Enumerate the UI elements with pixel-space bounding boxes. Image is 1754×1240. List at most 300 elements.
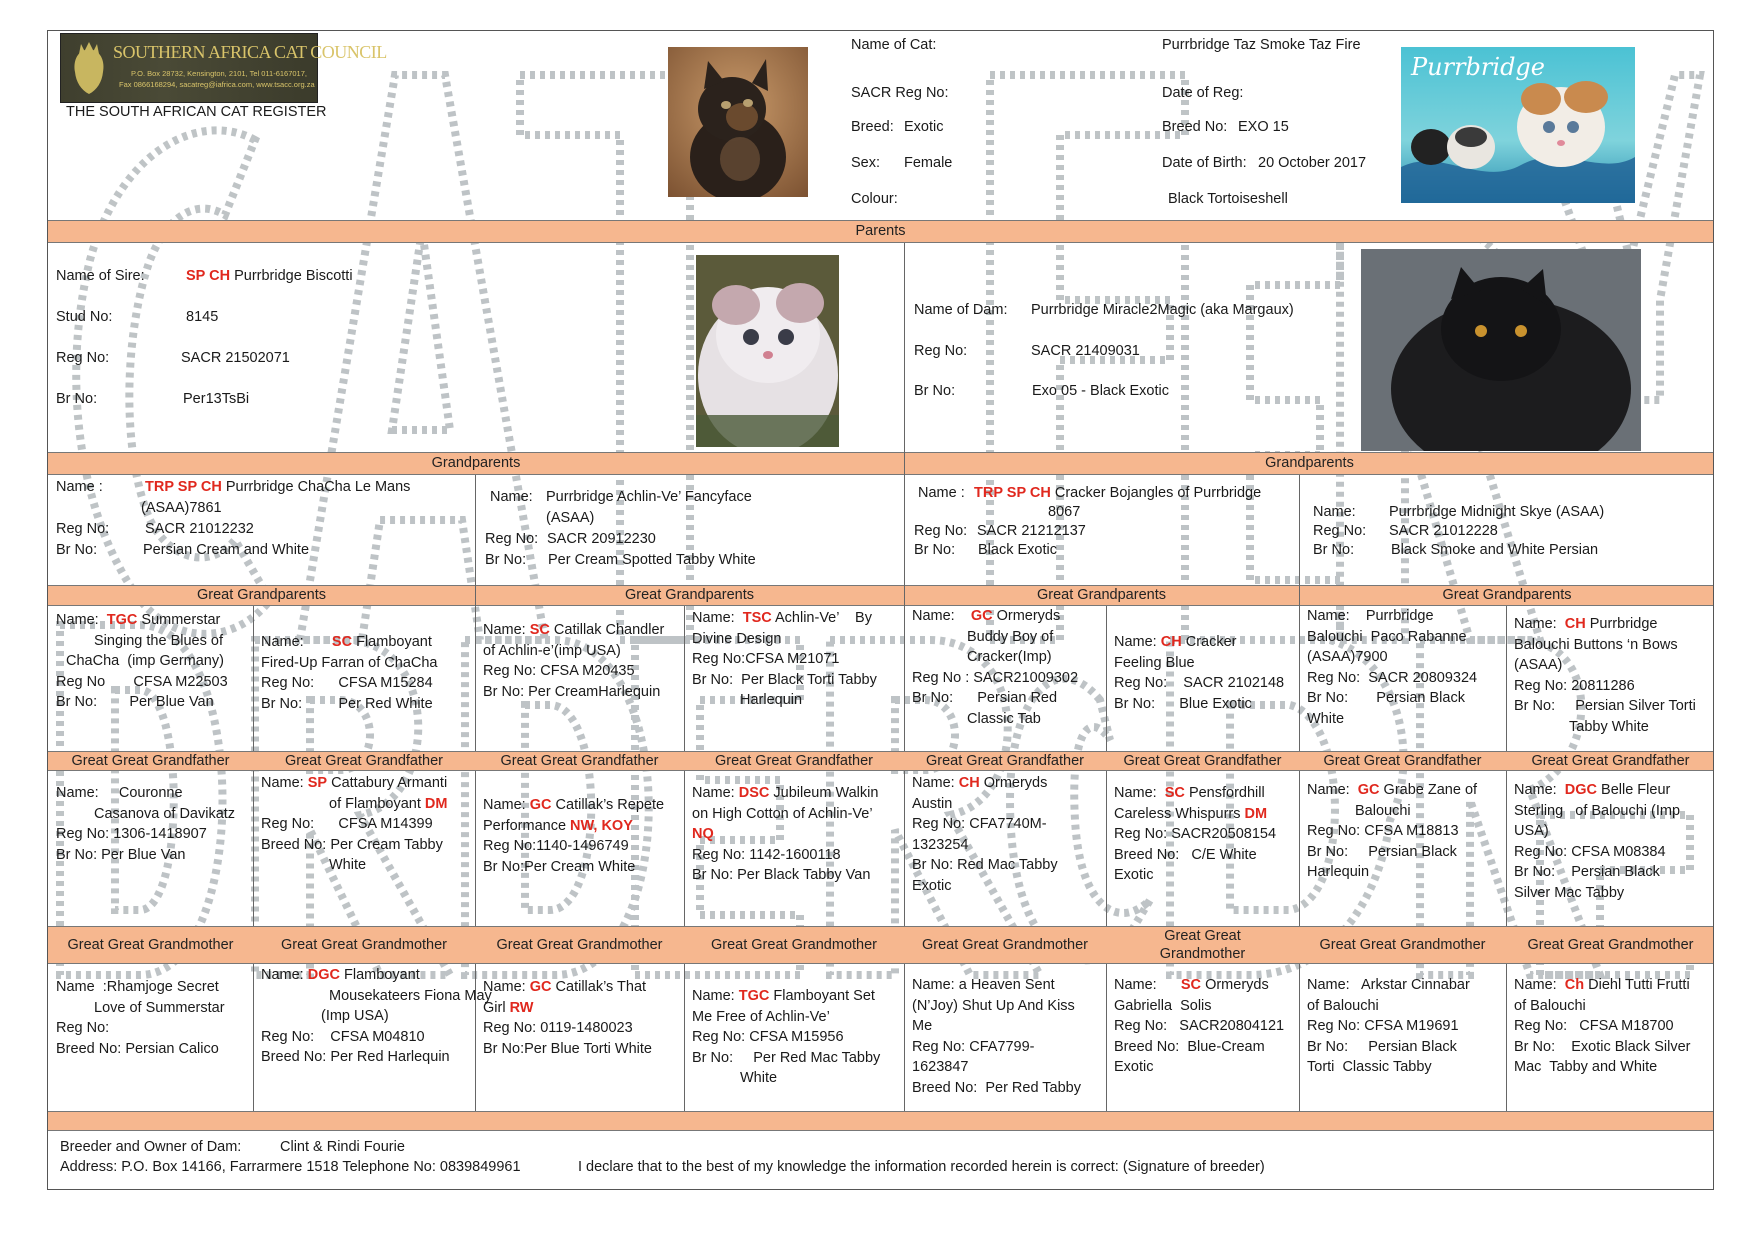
- ancestor-line: [1307, 842, 1502, 863]
- title-abbreviation: TGC: [738, 988, 770, 1004]
- line-prefix: Name:: [261, 967, 308, 983]
- ancestor-line: [261, 855, 471, 876]
- ancestor-line: [692, 690, 900, 711]
- band-label: Great Great Grandfather: [715, 753, 873, 769]
- line-text: Name: a Heaven Sent: [912, 977, 1055, 993]
- line-text: Reg No: CFSA M18700: [1514, 1018, 1674, 1034]
- line-text: Pensfordhill: [1184, 785, 1265, 801]
- ancestor-line: [1514, 996, 1711, 1017]
- line-text: Flamboyant: [339, 967, 420, 983]
- gp4-reg-value: SACR 21012228: [1389, 523, 1498, 539]
- gp1-name-value: Purrbridge ChaCha Le Mans: [225, 479, 411, 495]
- sire-photo: [696, 255, 839, 447]
- sacr-reg-label: SACR Reg No:: [851, 85, 949, 101]
- line-text: Reg No: SACR 20809324: [1307, 669, 1478, 686]
- ancestor-line: [483, 620, 680, 641]
- ancestor-line: [1514, 842, 1711, 863]
- band-label-wrapped: Grandmother: [1159, 946, 1246, 962]
- ancestor-line: [56, 651, 249, 672]
- line-text: Br No:Per Cream White: [483, 858, 636, 875]
- ancestor-line: [692, 629, 900, 650]
- line-text: Summerstar: [137, 612, 221, 628]
- line-text: Breed No: Blue-Cream: [1114, 1038, 1265, 1055]
- band-label: Great Great Grandfather: [1531, 753, 1690, 769]
- ancestor-line: [1114, 1016, 1295, 1037]
- title-abbreviation: GC: [1357, 782, 1380, 798]
- ancestor-line: [56, 845, 249, 866]
- line-text: Breed No: Persian Calico: [56, 1040, 219, 1057]
- ancestor-line: [1514, 1057, 1711, 1078]
- gp4-name-value: Purrbridge Midnight Skye (ASAA): [1389, 504, 1605, 520]
- ancestor-line: [483, 641, 680, 662]
- breeder-address: Address: P.O. Box 14166, Farrarmere 1518 Telephone No: 0839849961: [60, 1159, 521, 1175]
- gp4-reg-label: Reg No:: [1313, 523, 1367, 539]
- line-text: Cracker(Imp): [967, 649, 1052, 665]
- line-text: Br No: Persian Black: [1307, 843, 1457, 860]
- line-text: of Achlin-e’(imp USA): [483, 642, 621, 659]
- line-text: Purrbridge: [1585, 616, 1658, 632]
- ancestor-line: [483, 682, 680, 703]
- breed-value: Exotic: [904, 119, 944, 135]
- ancestor-line: [1514, 801, 1711, 822]
- ancestor-line: [912, 876, 1102, 897]
- gp1-title: TRP SP CH: [145, 479, 222, 495]
- line-text: Torti Classic Tabby: [1307, 1059, 1432, 1075]
- line-text: (N’Joy) Shut Up And Kiss: [912, 997, 1075, 1014]
- ancestor-line: [56, 824, 249, 845]
- great-great-grandfather-cell-1: [56, 783, 249, 865]
- gg-band-label-4: Great Grandparents: [1442, 587, 1572, 603]
- name-of-cat-label: Name of Cat:: [851, 37, 937, 53]
- ancestor-line: [912, 709, 1102, 730]
- ancestor-line: [912, 1078, 1102, 1099]
- ancestor-line: [912, 668, 1102, 689]
- line-text: Careless Whispurrs: [1114, 805, 1245, 822]
- ancestor-line: [1307, 606, 1502, 627]
- cat-silhouette-icon: [67, 38, 111, 96]
- line-text: Br No: Per CreamHarlequin: [483, 683, 661, 700]
- dam-name-value: Purrbridge Miracle2Magic (aka Margaux): [1031, 302, 1294, 318]
- award-abbreviation: DM: [424, 795, 448, 812]
- line-text: of Flamboyant: [329, 795, 425, 812]
- line-prefix: Name:: [56, 612, 107, 628]
- ancestor-line: [261, 653, 471, 674]
- title-abbreviation: SC: [1180, 977, 1202, 993]
- great-great-grandmother-cell-3: [483, 977, 680, 1059]
- line-prefix: Name:: [1514, 616, 1565, 632]
- line-text: Love of Summerstar: [94, 999, 225, 1016]
- line-text: Catillak’s Repete: [551, 797, 665, 813]
- gp1-name-line2: (ASAA)7861: [141, 500, 222, 516]
- line-text: Ormeryds: [1201, 977, 1269, 993]
- ancestor-line: [261, 835, 471, 856]
- line-text: Reg No: CFA7799-: [912, 1038, 1035, 1055]
- award-abbreviation: DM: [1244, 805, 1268, 822]
- ancestor-line: [261, 794, 471, 815]
- gp3-br-value: Black Exotic: [978, 542, 1057, 558]
- gp3-name-line2: 8067: [1048, 504, 1081, 520]
- name-of-cat-value: Purrbridge Taz Smoke Taz Fire: [1162, 37, 1361, 53]
- line-text: Harlequin: [740, 692, 803, 708]
- sire-reg-value: SACR 21502071: [181, 350, 290, 366]
- line-text: Cattabury Armanti: [327, 775, 448, 791]
- line-text: Reg No: CFA7740M-: [912, 816, 1047, 832]
- line-text: Exotic: [1114, 867, 1154, 883]
- gp2-name-line2: (ASAA): [546, 510, 595, 526]
- ancestor-line: [261, 814, 471, 835]
- line-text: Reg No:: [56, 1020, 110, 1036]
- ancestor-line: [56, 692, 249, 713]
- ancestor-line: [1114, 783, 1295, 804]
- register-title: THE SOUTH AFRICAN CAT REGISTER: [66, 104, 327, 120]
- title-abbreviation: DGC: [307, 967, 340, 983]
- line-text: Balouchi Paco Rabanne: [1307, 628, 1467, 645]
- line-text: Singing the Blues of: [94, 632, 223, 649]
- title-abbreviation: DSC: [738, 785, 770, 801]
- title-abbreviation: TGC: [106, 612, 138, 628]
- line-text: Mousekateers Fiona May: [329, 987, 492, 1004]
- line-text: Catillak’s That: [551, 979, 647, 995]
- ancestor-line: [483, 857, 680, 878]
- dam-reg-label: Reg No:: [914, 343, 968, 359]
- line-text: Casanova of Davikatz: [94, 805, 236, 822]
- ancestor-line: [1307, 627, 1502, 648]
- ancestor-line: [912, 835, 1102, 856]
- gg-band-label-3: Great Grandparents: [1037, 587, 1166, 603]
- line-prefix: Name:: [1114, 785, 1165, 801]
- line-text: Reg No CFSA M22503: [56, 673, 228, 690]
- title-abbreviation: NQ: [692, 826, 714, 842]
- ancestor-line: [1514, 1016, 1711, 1037]
- ancestor-line: [912, 627, 1102, 648]
- line-text: Br No: Per Red Mac Tabby: [692, 1049, 881, 1066]
- sire-name-value: Purrbridge Biscotti: [234, 268, 353, 284]
- line-text: Me: [912, 1018, 933, 1034]
- great-great-grandfather-cell-3: [483, 795, 680, 877]
- sire-reg-label: Reg No:: [56, 350, 110, 366]
- ancestor-line: [1514, 821, 1711, 842]
- ancestor-line: [1307, 688, 1502, 709]
- line-text: Reg No: SACR20508154: [1114, 826, 1277, 842]
- sire-title: SP CH: [186, 268, 231, 284]
- line-prefix: Name:: [1514, 977, 1565, 993]
- line-text: Br No: Persian Black: [1307, 1038, 1457, 1055]
- line-text: Reg No: SACR 2102148: [1114, 675, 1285, 691]
- grandparents-band-label-left: Grandparents: [431, 455, 521, 471]
- sire-stud-label: Stud No:: [56, 309, 113, 325]
- ancestor-line: [1307, 647, 1502, 668]
- gg-band-label-1: Great Grandparents: [197, 587, 326, 603]
- line-text: Breed No: Per Red Tabby: [912, 1079, 1081, 1096]
- gp4-br-value: Black Smoke and White Persian: [1391, 542, 1599, 558]
- ancestor-line: [692, 1048, 900, 1069]
- dam-name-label: Name of Dam:: [914, 302, 1008, 318]
- great-grandparent-cell-5: [912, 606, 1102, 729]
- gp2-name-label: Name:: [490, 489, 533, 505]
- band-label: Great Great Grandfather: [500, 753, 659, 769]
- title-abbreviation: TSC: [742, 610, 772, 626]
- line-text: White: [740, 1070, 778, 1086]
- line-prefix: Name:: [483, 622, 530, 638]
- line-prefix: Name:: [1307, 782, 1358, 798]
- ancestor-line: [912, 606, 1102, 627]
- ancestor-line: [1514, 614, 1711, 635]
- footer-band: [48, 1111, 1713, 1131]
- title-abbreviation: SP: [307, 775, 328, 791]
- line-text: Br No: Persian Black: [1307, 690, 1465, 706]
- ancestor-line: [56, 1018, 249, 1039]
- gp3-name-value: Cracker Bojangles of Purrbridge: [1054, 485, 1262, 501]
- band-label: Great Great Grandmother: [280, 937, 447, 953]
- ancestor-line: [1514, 780, 1711, 801]
- line-text: Reg No:1140-1496749: [483, 838, 629, 854]
- ancestor-line: [912, 647, 1102, 668]
- line-text: Fired-Up Farran of ChaCha: [261, 654, 438, 671]
- ancestor-line: [56, 783, 249, 804]
- line-text: Exotic: [912, 877, 952, 894]
- title-abbreviation: SC: [529, 622, 550, 638]
- line-text: Diehl Tutti Frutti: [1584, 977, 1690, 993]
- line-text: Balouchi: [1355, 802, 1411, 819]
- ancestor-line: [912, 1057, 1102, 1078]
- line-text: Belle Fleur: [1597, 782, 1671, 798]
- ancestor-line: [483, 1018, 680, 1039]
- title-abbreviation: CH: [1160, 634, 1182, 650]
- line-text: Name: Couronne: [56, 785, 183, 801]
- ancestor-line: [261, 694, 471, 715]
- line-text: Divine Design: [692, 630, 782, 647]
- title-abbreviation: DGC: [1564, 782, 1597, 798]
- line-prefix: Name:: [483, 979, 530, 995]
- title-abbreviation: GC: [529, 797, 552, 813]
- line-prefix: Name:: [1114, 977, 1181, 993]
- ancestor-line: [483, 661, 680, 682]
- ancestor-line: [56, 1039, 249, 1060]
- ancestor-line: [912, 855, 1102, 876]
- ancestor-line: [483, 816, 680, 837]
- ancestor-line: [483, 1039, 680, 1060]
- line-text: Ormeryds: [979, 775, 1048, 791]
- line-text: Br No: Red Mac Tabby: [912, 857, 1058, 873]
- great-great-grandfather-cell-2: [261, 773, 471, 876]
- line-text: Reg No: 1306-1418907: [56, 826, 207, 842]
- gp2-reg-label: Reg No:: [485, 531, 539, 547]
- breed-no-label: Breed No:: [1162, 119, 1228, 135]
- ancestor-line: [261, 1006, 471, 1027]
- band-label: Great Great Grandmother: [496, 937, 663, 953]
- colour-label: Colour:: [851, 191, 898, 207]
- ancestor-line: [1114, 865, 1295, 886]
- band-label: Great Great Grandmother: [67, 937, 234, 953]
- line-text: Flamboyant: [352, 634, 432, 650]
- line-text: White: [329, 857, 367, 873]
- dam-reg-value: SACR 21409031: [1031, 343, 1140, 359]
- ancestor-line: [1307, 780, 1502, 801]
- line-text: Tabby White: [1569, 718, 1649, 735]
- great-great-grandmother-cell-5: [912, 975, 1102, 1098]
- band-label: Great Great Grandmother: [710, 937, 877, 953]
- band-label: Great Great Grandfather: [1123, 753, 1282, 769]
- ancestor-line: [692, 824, 900, 845]
- gp4-name-label: Name:: [1313, 504, 1356, 520]
- line-text: Reg No: CFSA M15956: [692, 1029, 844, 1045]
- ancestor-line: [692, 608, 900, 629]
- line-text: Balouchi Buttons ‘n Bows: [1514, 636, 1678, 653]
- great-great-grandmother-cell-8: [1514, 975, 1711, 1078]
- ancestor-line: [692, 783, 900, 804]
- council-contact-2: Fax 0866168294, sacatreg@iafrica.com, www.tsacc.org.za: [119, 80, 315, 89]
- dam-br-value: Exo 05 - Black Exotic: [1032, 383, 1169, 399]
- ancestor-line: [483, 836, 680, 857]
- line-text: USA): [1514, 823, 1549, 839]
- line-text: Name :Rhamjoge Secret: [56, 979, 219, 995]
- breeder-label: Breeder and Owner of Dam:: [60, 1139, 242, 1155]
- line-text: Silver Mac Tabby: [1514, 884, 1625, 901]
- dob-value: 20 October 2017: [1258, 155, 1367, 171]
- ancestor-line: [261, 965, 471, 986]
- breeder-declaration: I declare that to the best of my knowledge the information recorded herein is correct: (Signature of breeder): [578, 1159, 1265, 1175]
- ancestor-line: [261, 1047, 471, 1068]
- ancestor-line: [483, 998, 680, 1019]
- line-text: Reg No: CFSA M19691: [1307, 1018, 1459, 1034]
- line-text: Reg No: CFSA M18813: [1307, 823, 1459, 839]
- cattery-logo-text: Purrbridge: [1411, 53, 1545, 81]
- gp3-br-label: Br No:: [914, 542, 956, 558]
- colour-value: Black Tortoiseshell: [1168, 191, 1288, 207]
- band-label: Great Great Grandmother: [1319, 937, 1486, 953]
- line-text: Reg No: 20811286: [1514, 677, 1635, 694]
- ancestor-line: [56, 672, 249, 693]
- gp1-br-value: Persian Cream and White: [143, 542, 310, 558]
- sire-name-label: Name of Sire:: [56, 268, 145, 284]
- ancestor-line: [692, 804, 900, 825]
- ancestor-line: [1307, 821, 1502, 842]
- cattery-logo: [1401, 47, 1635, 203]
- pedigree-certificate: [47, 30, 1714, 1190]
- line-text: Me Free of Achlin-Ve’: [692, 1008, 830, 1025]
- line-text: Flamboyant Set: [769, 988, 875, 1004]
- gp2-reg-value: SACR 20912230: [547, 531, 656, 547]
- line-text: Reg No:CFSA M21071: [692, 651, 840, 667]
- ancestor-line: [261, 773, 471, 794]
- ancestor-line: [912, 794, 1102, 815]
- award-abbreviation: RW: [509, 999, 534, 1016]
- ancestor-line: [1307, 801, 1502, 822]
- ancestor-line: [912, 688, 1102, 709]
- line-prefix: Name:: [912, 608, 971, 624]
- ancestor-line: [692, 986, 900, 1007]
- line-text: Gabriella Solis: [1114, 997, 1212, 1014]
- ancestor-line: [692, 670, 900, 691]
- band-label-wrapped: Great Great: [1164, 928, 1241, 944]
- parents-band-label: Parents: [855, 223, 906, 239]
- ancestor-line: [1307, 709, 1502, 730]
- line-text: on High Cotton of Achlin-Ve’: [692, 805, 873, 822]
- ancestor-line: [1307, 1016, 1502, 1037]
- great-grandparent-cell-4: [692, 608, 900, 711]
- ancestor-line: [1514, 1037, 1711, 1058]
- line-text: (Imp USA): [321, 1008, 389, 1024]
- line-text: ChaCha (imp Germany): [66, 653, 224, 669]
- ancestor-line: [1307, 862, 1502, 883]
- line-text: Ormeryds: [992, 608, 1061, 624]
- ancestor-line: [1114, 632, 1295, 653]
- ancestor-line: [1114, 996, 1295, 1017]
- line-text: Reg No: CFSA M14399: [261, 816, 433, 832]
- line-text: Achlin-Ve’ By: [771, 610, 872, 626]
- line-text: Br No: Per Black Tabby Van: [692, 867, 871, 883]
- gp4-br-label: Br No:: [1313, 542, 1355, 558]
- great-great-grandfather-cell-4: [692, 783, 900, 886]
- ancestor-line: [1114, 673, 1295, 694]
- gp2-br-value: Per Cream Spotted Tabby White: [548, 552, 756, 568]
- line-text: Br No: Exotic Black Silver: [1514, 1038, 1691, 1055]
- ancestor-line: [692, 845, 900, 866]
- line-text: Sterling of Balouchi (Imp: [1514, 802, 1681, 819]
- sire-br-label: Br No:: [56, 391, 98, 407]
- line-prefix: Name:: [1114, 634, 1161, 650]
- dam-photo: [1361, 249, 1641, 451]
- ancestor-line: [1514, 862, 1711, 883]
- line-text: 1623847: [912, 1059, 969, 1075]
- ancestor-line: [912, 814, 1102, 835]
- ancestor-line: [692, 1007, 900, 1028]
- ancestor-line: [1514, 975, 1711, 996]
- great-grandparent-cell-7: [1307, 606, 1502, 729]
- council-contact-1: P.O. Box 28732, Kensington, 2101, Tel 011-6167017,: [131, 69, 307, 78]
- dob-label: Date of Birth:: [1162, 155, 1247, 171]
- line-text: Girl: [483, 999, 510, 1016]
- gp2-br-label: Br No:: [485, 552, 527, 568]
- ancestor-line: [1307, 668, 1502, 689]
- band-label: Great Great Grandfather: [1323, 753, 1482, 769]
- great-great-grandfather-cell-8: [1514, 780, 1711, 903]
- sex-value: Female: [904, 155, 953, 171]
- sire-stud-value: 8145: [186, 309, 219, 325]
- ancestor-line: [1514, 635, 1711, 656]
- line-text: Buddy Boy of: [967, 628, 1054, 645]
- ancestor-line: [1307, 996, 1502, 1017]
- line-prefix: Name:: [1514, 782, 1565, 798]
- ancestor-line: [1114, 824, 1295, 845]
- line-prefix: Name:: [261, 634, 332, 650]
- great-great-grandfather-cell-5: [912, 773, 1102, 896]
- ancestor-line: [1514, 717, 1711, 738]
- line-text: Name: Purrbridge: [1307, 608, 1434, 624]
- ancestor-line: [1114, 694, 1295, 715]
- ancestor-line: [1114, 1057, 1295, 1078]
- ancestor-line: [56, 610, 249, 631]
- line-text: Feeling Blue: [1114, 654, 1195, 671]
- title-abbreviation: SC: [331, 634, 353, 650]
- great-grandparent-cell-6: [1114, 632, 1295, 714]
- ancestor-line: [1307, 1037, 1502, 1058]
- line-text: Br No: Per Blue Van: [56, 694, 214, 710]
- ancestor-line: [692, 1068, 900, 1089]
- line-text: Exotic: [1114, 1059, 1154, 1075]
- great-great-grandmother-cell-7: [1307, 975, 1502, 1078]
- great-great-grandmother-cell-6: [1114, 975, 1295, 1078]
- line-text: Reg No: CFSA M15284: [261, 675, 433, 691]
- ancestor-line: [1114, 1037, 1295, 1058]
- line-text: White: [1307, 710, 1345, 727]
- ancestor-line: [261, 632, 471, 653]
- line-text: Breed No: C/E White: [1114, 846, 1257, 863]
- line-text: (ASAA): [1514, 657, 1563, 673]
- title-abbreviation: SC: [1164, 785, 1185, 801]
- line-text: of Balouchi: [1514, 997, 1586, 1014]
- ancestor-line: [1514, 883, 1711, 904]
